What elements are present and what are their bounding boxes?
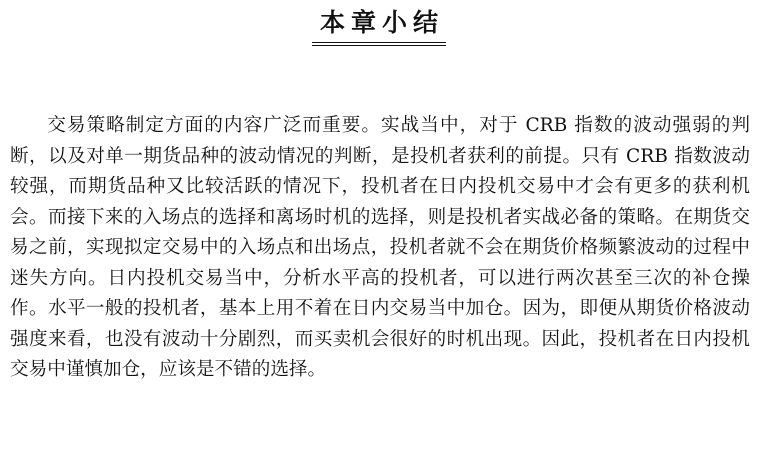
- heading-container: [0, 6, 758, 46]
- summary-paragraph: 交易策略制定方面的内容广泛而重要。实战当中，对于 CRB 指数的波动强弱的判断，以及对单一期货品种的波动情况的判断，是投机者获利的前提。只有 CRB 指数波动较强，而期货品种又比较活跃的情况下，投机者在日内投机交易中才会有更多的获利机会。而接下来的入场点的选择和离场时机的选择，则是投机者实战必备的策略。在期货交易之前，实现拟定交易中的入场点和出场点，投机者就不会在期货价格频繁波动的过程中迷失方向。日内投机交易当中，分析水平高的投机者，可以进行两次甚至三次的补仓操作。水平一般的投机者，基本上用不着在日内交易当中加仓。因为，即便从期货价格波动强度来看，也没有波动十分剧烈，而买卖机会很好的时机出现。因此，投机者在日内投机交易中谨慎加仓，应该是不错的选择。: [10, 115, 750, 380]
- chapter-summary-heading: 本章小结: [312, 6, 446, 46]
